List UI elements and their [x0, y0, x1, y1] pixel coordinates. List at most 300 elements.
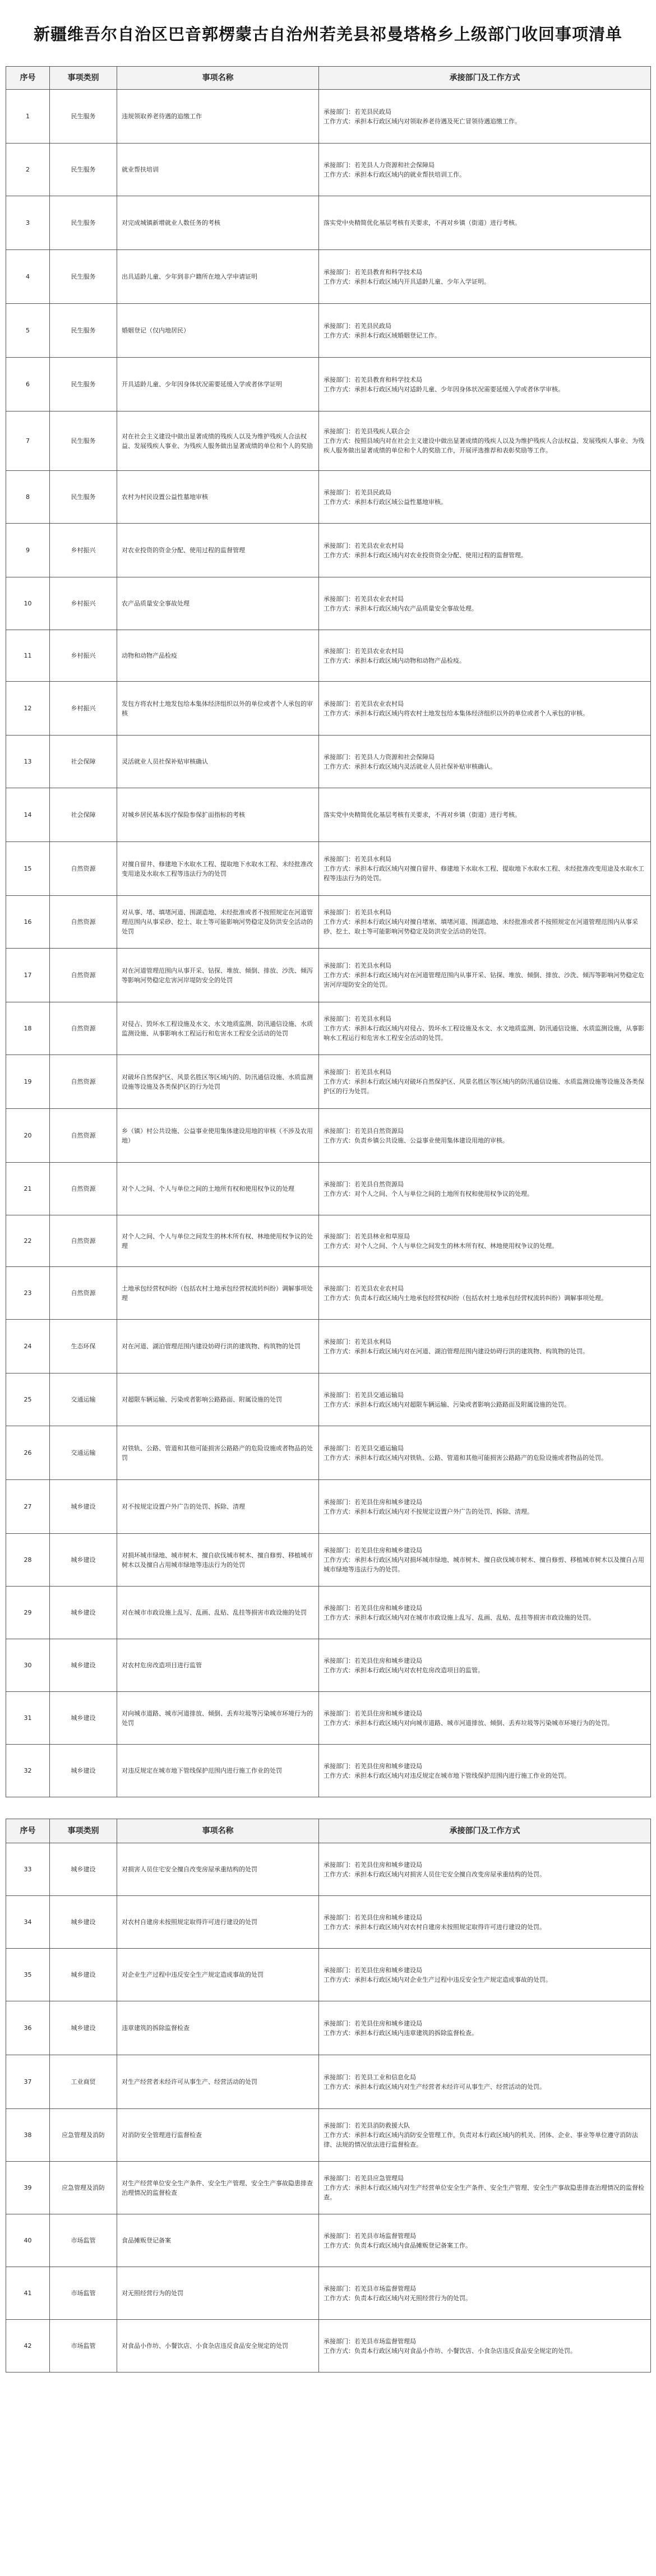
row-department	[319, 1896, 651, 1949]
row-item-name: 对城乡居民基本医疗保险参保扩面指标的考核	[117, 788, 319, 842]
department-line: 工作方式：承担本行政区域内对超限车辆运输、污染或者影响公路路面及附属设施的处罚。	[324, 1400, 570, 1408]
table-row	[6, 1109, 651, 1163]
table-row	[6, 1587, 651, 1639]
department-line: 工作方式：承担本行政区域内对农村危房改造项目的监管。	[324, 1666, 484, 1674]
department-line: 工作方式：承担本行政区域内的就业帮扶培训工作。	[324, 170, 465, 178]
row-item-name: 对违反规定在城市地下管线保护范围内进行施工作业的处罚	[117, 1745, 319, 1797]
row-category: 市场监管	[50, 2267, 117, 2320]
row-number: 30	[6, 1639, 50, 1692]
table-row	[6, 896, 651, 949]
row-department	[319, 896, 651, 949]
row-department	[319, 842, 651, 896]
row-category: 社会保障	[50, 788, 117, 842]
row-department	[319, 2109, 651, 2162]
table-header-row	[6, 67, 651, 90]
row-department	[319, 577, 651, 630]
row-department	[319, 1639, 651, 1692]
row-number: 29	[6, 1587, 50, 1639]
department-line: 落实党中央精简优化基层考核有关要求，不再对乡镇（街道）进行考核。	[324, 219, 521, 226]
row-item-name: 违规领取养老待遇的追缴工作	[117, 90, 319, 144]
row-number: 19	[6, 1055, 50, 1109]
row-number: 8	[6, 471, 50, 524]
table-row	[6, 1002, 651, 1055]
page-break	[6, 1797, 651, 1819]
row-category: 自然资源	[50, 1109, 117, 1163]
page-break-gap	[6, 1797, 651, 1819]
row-number: 20	[6, 1109, 50, 1163]
row-item-name: 对铁轨、公路、管道和其他可能损害公路路产的危险设施或者物品的处罚	[117, 1426, 319, 1480]
table-row	[6, 411, 651, 471]
department-line: 工作方式：承担本行政区域内消防安全管理工作，负责对本行政区域内的机关、团体、企业、事业等单位遵守消防法律、法规的情况依法进行监督检查。	[324, 2131, 638, 2148]
department-line: 工作方式：承担本行政区域公益性墓地审核。	[324, 498, 447, 506]
row-category: 城乡建设	[50, 1843, 117, 1896]
department-line: 承接部门：若羌县人力资源和社会保障局	[324, 161, 435, 169]
row-department	[319, 2162, 651, 2214]
department-line: 承接部门：若羌县交通运输局	[324, 1444, 404, 1452]
row-category: 生态环保	[50, 1320, 117, 1373]
department-line: 承接部门：若羌县水利局	[324, 855, 391, 863]
department-line: 工作方式：负责本行政区域内食品摊贩登记备案工作。	[324, 2241, 472, 2249]
row-category: 自然资源	[50, 896, 117, 949]
table-header-row	[6, 1819, 651, 1843]
department-line: 工作方式：承担本行政区域内对农村自建房未按照规定取得许可进行建设的处罚。	[324, 1923, 546, 1931]
row-department	[319, 1215, 651, 1267]
row-number: 21	[6, 1163, 50, 1215]
row-number: 10	[6, 577, 50, 630]
table-row	[6, 1055, 651, 1109]
row-number: 14	[6, 788, 50, 842]
department-line: 承接部门：若羌县工业和信息化局	[324, 2073, 416, 2081]
department-line: 承接部门：若羌县水利局	[324, 1015, 391, 1023]
row-item-name: 对向城市道路、城市河道排放、倾倒、丢弃垃圾等污染城市环境行为的处罚	[117, 1692, 319, 1745]
row-number: 17	[6, 949, 50, 1002]
row-number: 7	[6, 411, 50, 471]
row-department	[319, 1426, 651, 1480]
row-department	[319, 1587, 651, 1639]
row-category: 城乡建设	[50, 2001, 117, 2055]
header-department: 承接部门及工作方式	[319, 67, 651, 90]
row-department	[319, 1745, 651, 1797]
row-number: 22	[6, 1215, 50, 1267]
row-category: 自然资源	[50, 842, 117, 896]
department-line: 承接部门：若羌县应急管理局	[324, 2175, 404, 2182]
department-line: 工作方式：承担本行政区域内对生产经营单位安全生产条件、安全生产管理、安全生产事故隐患排查治理情况的监督检查。	[324, 2184, 644, 2201]
row-item-name: 对损害人员住宅安全擅自改变房屋承重结构的处罚	[117, 1843, 319, 1896]
row-category: 城乡建设	[50, 1692, 117, 1745]
row-department	[319, 471, 651, 524]
department-line: 承接部门：若羌县消防救援大队	[324, 2122, 410, 2129]
department-line: 工作方式：承担本行政区域内开具适龄儿童、少年入学证明。	[324, 278, 490, 285]
row-department	[319, 1480, 651, 1534]
row-category: 民生服务	[50, 144, 117, 196]
row-item-name: 对食品小作坊、小餐饮店、小食杂店违反食品安全规定的处罚	[117, 2320, 319, 2372]
table-row	[6, 1426, 651, 1480]
row-department	[319, 411, 651, 471]
row-category: 民生服务	[50, 196, 117, 250]
row-number: 9	[6, 524, 50, 577]
header-no: 序号	[6, 1819, 50, 1843]
department-line: 工作方式：承担本行政区域内灵活就业人员社保补贴审核确认。	[324, 762, 496, 770]
row-number: 2	[6, 144, 50, 196]
department-line: 承接部门：若羌县住房和城乡建设局	[324, 1604, 422, 1612]
row-item-name: 对生产经营单位安全生产条件、安全生产管理、安全生产事故隐患排查治理情况的监督检查	[117, 2162, 319, 2214]
department-line: 工作方式：承担本行政区域内农产品质量安全事故处理。	[324, 604, 478, 612]
row-department	[319, 1267, 651, 1320]
row-item-name: 对损坏城市绿地、城市树木、擅自砍伐城市树木、擅自修剪、移植城市树木以及擅自占用城市绿地等违法行为的处罚	[117, 1534, 319, 1587]
header-category: 事项类别	[50, 1819, 117, 1843]
row-department	[319, 682, 651, 736]
table-row	[6, 2001, 651, 2055]
department-line: 承接部门：若羌县水利局	[324, 1338, 391, 1345]
row-item-name: 对完成城镇新增就业人数任务的考核	[117, 196, 319, 250]
department-line: 工作方式：承担本行政区域内对违反规定在城市地下管线保护范围内进行施工作业的处罚。	[324, 1772, 570, 1779]
row-item-name: 开具适龄儿童、少年因身体状况需要延缓入学或者休学证明	[117, 358, 319, 411]
table-row	[6, 1949, 651, 2001]
row-department	[319, 1843, 651, 1896]
row-number: 28	[6, 1534, 50, 1587]
row-category: 城乡建设	[50, 1745, 117, 1797]
table-row	[6, 1163, 651, 1215]
row-department	[319, 630, 651, 682]
table-row	[6, 577, 651, 630]
department-line: 承接部门：若羌县林业和草原局	[324, 1232, 410, 1240]
row-category: 乡村振兴	[50, 630, 117, 682]
department-line: 承接部门：若羌县住房和城乡建设局	[324, 1657, 422, 1664]
row-department	[319, 949, 651, 1002]
row-number: 36	[6, 2001, 50, 2055]
department-line: 工作方式：负责本行政区域内对食品小作坊、小餐饮店、小食杂店违反食品安全规定的处罚。	[324, 2347, 576, 2355]
row-item-name: 灵活就业人员社保补贴审核确认	[117, 736, 319, 788]
row-department	[319, 524, 651, 577]
header-item-name: 事项名称	[117, 1819, 319, 1843]
department-line: 承接部门：若羌县住房和城乡建设局	[324, 1498, 422, 1506]
department-line: 工作方式：负责乡镇公共设施、公益事业使用集体建设用地的审核。	[324, 1136, 509, 1144]
row-category: 自然资源	[50, 1055, 117, 1109]
table-row	[6, 1843, 651, 1896]
department-line: 工作方式：承担本行政区域内对在河道、湖泊管理范围内建设妨碍行洪的建筑物、构筑物的处罚。	[324, 1347, 589, 1355]
row-item-name: 对从事、堵、填堵河道、围湖造地、未经批准或者不按照规定在河道管理范围内从事采砂、挖土、取土等可能影响河势稳定及防洪安全活动的处罚	[117, 896, 319, 949]
row-category: 城乡建设	[50, 1949, 117, 2001]
row-department	[319, 1002, 651, 1055]
row-department	[319, 1949, 651, 2001]
department-line: 工作方式：承担本行政区域内违章建筑的拆除监督检查。	[324, 2029, 478, 2037]
table-row	[6, 524, 651, 577]
department-line: 承接部门：若羌县自然资源局	[324, 1180, 404, 1188]
row-category: 交通运输	[50, 1373, 117, 1426]
row-item-name: 动物和动物产品检疫	[117, 630, 319, 682]
row-number: 35	[6, 1949, 50, 2001]
page-title: 新疆维吾尔自治区巴音郭楞蒙古自治州若羌县祁曼塔格乡上级部门收回事项清单	[33, 24, 622, 44]
table-row	[6, 736, 651, 788]
row-number: 15	[6, 842, 50, 896]
department-line: 承接部门：若羌县农业农村局	[324, 595, 404, 603]
table-row	[6, 788, 651, 842]
table-row	[6, 471, 651, 524]
row-category: 工业商贸	[50, 2055, 117, 2109]
table-row	[6, 358, 651, 411]
row-department	[319, 2214, 651, 2267]
table-row	[6, 1534, 651, 1587]
department-line: 工作方式：承担本行政区域内动物和动物产品检疫。	[324, 656, 465, 664]
row-number: 38	[6, 2109, 50, 2162]
row-department	[319, 788, 651, 842]
table-row	[6, 842, 651, 896]
row-department	[319, 358, 651, 411]
department-line: 工作方式：承担本行政区域内对擅自堵塞、填堵河道、围湖造地、未经批准或者不按照规定在河道管理范围内从事采砂、挖土、取土等可能影响河势稳定及防洪安全活动的处罚。	[324, 918, 638, 935]
department-line: 承接部门：若羌县农业农村局	[324, 647, 404, 655]
department-line: 承接部门：若羌县住房和城乡建设局	[324, 1547, 422, 1554]
department-line: 承接部门：若羌县水利局	[324, 909, 391, 916]
row-number: 11	[6, 630, 50, 682]
department-line: 承接部门：若羌县教育和科学技术局	[324, 376, 422, 383]
row-department	[319, 1373, 651, 1426]
row-item-name: 违章建筑的拆除监督检查	[117, 2001, 319, 2055]
table-row	[6, 1639, 651, 1692]
row-number: 12	[6, 682, 50, 736]
row-number: 34	[6, 1896, 50, 1949]
department-line: 承接部门：若羌县农业农村局	[324, 700, 404, 707]
row-category: 城乡建设	[50, 1534, 117, 1587]
row-item-name: 对生产经营者未经许可从事生产、经营活动的处罚	[117, 2055, 319, 2109]
row-department	[319, 2001, 651, 2055]
department-line: 工作方式：承担本行政区域内对破坏自然保护区、风景名胜区等区域内的防汛通信设施、水质监测设施等设施及各类保护区的行为处罚。	[324, 1078, 644, 1095]
row-department	[319, 304, 651, 358]
row-department	[319, 736, 651, 788]
row-number: 16	[6, 896, 50, 949]
row-category: 民生服务	[50, 250, 117, 304]
department-line: 承接部门：若羌县市场监督管理局	[324, 2337, 416, 2345]
row-department	[319, 144, 651, 196]
row-department	[319, 1692, 651, 1745]
row-category: 城乡建设	[50, 1896, 117, 1949]
row-category: 民生服务	[50, 90, 117, 144]
row-category: 城乡建设	[50, 1587, 117, 1639]
row-number: 33	[6, 1843, 50, 1896]
row-category: 自然资源	[50, 1163, 117, 1215]
row-number: 32	[6, 1745, 50, 1797]
department-line: 承接部门：若羌县住房和城乡建设局	[324, 1966, 422, 1974]
department-line: 工作方式：承担本行政区域内对农业投资资金分配、使用过程的监督管理。	[324, 551, 527, 559]
row-number: 3	[6, 196, 50, 250]
items-table-body	[6, 67, 651, 2372]
department-line: 承接部门：若羌县住房和城乡建设局	[324, 2019, 422, 2027]
row-item-name: 土地承包经营权纠纷（包括农村土地承包经营权流转纠纷）调解事项处理	[117, 1267, 319, 1320]
row-item-name: 对擅自留井、修建地下水取水工程、提取地下水取水工程、未经批准改变用途及水取水工程等违法行为的处罚	[117, 842, 319, 896]
row-category: 应急管理及消防	[50, 2162, 117, 2214]
department-line: 承接部门：若羌县民政局	[324, 322, 391, 330]
row-department	[319, 90, 651, 144]
row-item-name: 对企业生产过程中违反安全生产规定造成事故的处罚	[117, 1949, 319, 2001]
row-department	[319, 1055, 651, 1109]
row-category: 自然资源	[50, 1267, 117, 1320]
row-number: 5	[6, 304, 50, 358]
row-category: 自然资源	[50, 1215, 117, 1267]
department-line: 承接部门：若羌县市场监督管理局	[324, 2232, 416, 2240]
department-line: 承接部门：若羌县住房和城乡建设局	[324, 1913, 422, 1921]
table-row	[6, 630, 651, 682]
row-department	[319, 2055, 651, 2109]
row-item-name: 对不按规定设置户外广告的处罚、拆除、清理	[117, 1480, 319, 1534]
row-category: 城乡建设	[50, 1639, 117, 1692]
row-number: 25	[6, 1373, 50, 1426]
department-line: 工作方式：承担本行政区域内对擅自留井、修建地下水取水工程、提取地下水取水工程、未经批准改变用途及水取水工程等违法行为的处罚。	[324, 865, 644, 882]
row-number: 40	[6, 2214, 50, 2267]
department-line: 工作方式：承担本行政区域内对适龄儿童、少年因身体状况需要延缓入学或者休学审核。	[324, 385, 564, 393]
items-table	[6, 66, 651, 2372]
row-number: 31	[6, 1692, 50, 1745]
table-row	[6, 2109, 651, 2162]
table-row	[6, 1745, 651, 1797]
header-no: 序号	[6, 67, 50, 90]
row-item-name: 就业帮扶培训	[117, 144, 319, 196]
department-line: 承接部门：若羌县水利局	[324, 1069, 391, 1076]
department-line: 承接部门：若羌县自然资源局	[324, 1127, 404, 1135]
table-row	[6, 1267, 651, 1320]
row-department	[319, 1163, 651, 1215]
row-item-name: 对个人之间、个人与单位之间发生的林木所有权、林地使用权争议的处理	[117, 1215, 319, 1267]
table-row	[6, 1320, 651, 1373]
department-line: 承接部门：若羌县教育和科学技术局	[324, 268, 422, 276]
department-line: 工作方式：负责本行政区域内对无照经营行为的处罚。	[324, 2294, 472, 2302]
department-line: 工作方式：负责本行政区域内土地承包经营权纠纷（包括农村土地承包经营权流转纠纷）调解事项处理。	[324, 1294, 607, 1302]
row-item-name: 出具适龄儿童、少年到非户籍所在地入学申请证明	[117, 250, 319, 304]
table-row	[6, 1692, 651, 1745]
table-row	[6, 1480, 651, 1534]
row-number: 24	[6, 1320, 50, 1373]
row-item-name: 对破坏自然保护区、风景名胜区等区域内的、防汛通信设施、水质监测设施等设施及各类保护区的行为处罚	[117, 1055, 319, 1109]
table-row	[6, 2267, 651, 2320]
row-item-name: 对在城市市政设施上乱写、乱画、乱贴、乱挂等损害市政设施的处罚	[117, 1587, 319, 1639]
department-line: 工作方式：按照县域内对在社会主义建设中做出显著成绩的残疾人以及为维护残疾人合法权益、发展残疾人事业、为残疾人服务做出显著成绩的单位和个人的奖励工作，开展评选推荐和表彰奖励等工作。	[324, 437, 644, 454]
table-row	[6, 250, 651, 304]
row-category: 民生服务	[50, 411, 117, 471]
row-item-name: 农村为村民设置公益性墓地审核	[117, 471, 319, 524]
table-row	[6, 2214, 651, 2267]
table-row	[6, 2162, 651, 2214]
department-line: 工作方式：承担本行政区域内对在城市市政设施上乱写、乱画、乱贴、乱挂等损害市政设施的处罚。	[324, 1613, 595, 1621]
department-line: 工作方式：承担本行政区域内对损坏城市绿地、城市树木、擅自砍伐城市树木、擅自修剪、移植城市树木以及擅自占用城市绿地等违法行为的处罚。	[324, 1556, 644, 1573]
row-number: 37	[6, 2055, 50, 2109]
row-category: 城乡建设	[50, 1480, 117, 1534]
department-line: 承接部门：若羌县水利局	[324, 962, 391, 969]
row-item-name: 乡（镇）村公共设施、公益事业使用集体建设用地的审核（不涉及农用地）	[117, 1109, 319, 1163]
header-item-name: 事项名称	[117, 67, 319, 90]
row-item-name: 对消防安全管理进行监督检查	[117, 2109, 319, 2162]
table-row	[6, 2055, 651, 2109]
department-line: 工作方式：承担本行政区域内对向城市道路、城市河道排放、倾倒、丢弃垃圾等污染城市环境行为的处罚。	[324, 1719, 613, 1727]
row-item-name: 食品摊贩登记备案	[117, 2214, 319, 2267]
department-line: 工作方式：承担本行政区域内对企业生产过程中违反安全生产规定造成事故的处罚。	[324, 1976, 552, 1983]
row-department	[319, 196, 651, 250]
row-department	[319, 2320, 651, 2372]
row-number: 39	[6, 2162, 50, 2214]
department-line: 承接部门：若羌县住房和城乡建设局	[324, 1709, 422, 1717]
row-category: 应急管理及消防	[50, 2109, 117, 2162]
department-line: 承接部门：若羌县交通运输局	[324, 1391, 404, 1399]
row-category: 自然资源	[50, 1002, 117, 1055]
row-category: 乡村振兴	[50, 682, 117, 736]
table-row	[6, 1215, 651, 1267]
table-row	[6, 2320, 651, 2372]
row-number: 27	[6, 1480, 50, 1534]
row-category: 社会保障	[50, 736, 117, 788]
row-item-name: 对在河道管理范围内从事开采、钻探、堆放、倾倒、排放、沙洗、倾泻等影响河势稳定危害河岸堤防安全的处罚	[117, 949, 319, 1002]
row-item-name: 对个人之间、个人与单位之间的土地所有权和使用权争议的处理	[117, 1163, 319, 1215]
department-line: 承接部门：若羌县住房和城乡建设局	[324, 1762, 422, 1770]
department-line: 工作方式：承担本行政区域内对领取养老待遇及死亡冒领待遇追缴工作。	[324, 117, 521, 125]
header-department: 承接部门及工作方式	[319, 1819, 651, 1843]
row-number: 23	[6, 1267, 50, 1320]
row-number: 18	[6, 1002, 50, 1055]
row-category: 民生服务	[50, 304, 117, 358]
table-row	[6, 304, 651, 358]
department-line: 承接部门：若羌县民政局	[324, 108, 391, 115]
table-row	[6, 196, 651, 250]
row-number: 26	[6, 1426, 50, 1480]
department-line: 工作方式：对个人之间、个人与单位之间的土地所有权和使用权争议的处理。	[324, 1190, 533, 1197]
row-number: 41	[6, 2267, 50, 2320]
row-item-name: 对在社会主义建设中做出显著成绩的残疾人以及为维护残疾人合法权益、发展残疾人事业、为残疾人服务做出显著成绩的单位和个人的奖励	[117, 411, 319, 471]
row-department	[319, 1109, 651, 1163]
row-item-name: 发包方将农村土地发包给本集体经济组织以外的单位或者个人承包的审核	[117, 682, 319, 736]
row-item-name: 对农村自建房未按照规定取得许可进行建设的处罚	[117, 1896, 319, 1949]
table-row	[6, 90, 651, 144]
row-category: 乡村振兴	[50, 577, 117, 630]
department-line: 承接部门：若羌县住房和城乡建设局	[324, 1861, 422, 1869]
row-number: 1	[6, 90, 50, 144]
row-category: 民生服务	[50, 471, 117, 524]
table-row	[6, 1373, 651, 1426]
row-item-name: 对农业投资的资金分配、使用过程的监督管理	[117, 524, 319, 577]
row-category: 乡村振兴	[50, 524, 117, 577]
row-item-name: 婚姻登记（仅内地居民）	[117, 304, 319, 358]
department-line: 工作方式：承担本行政区域内对侵占、毁坏水工程设施及水文、水文地质监测、防汛通信设施、水质监测设施，从事影响水工程运行和危害水工程安全活动的处罚。	[324, 1025, 644, 1042]
row-number: 42	[6, 2320, 50, 2372]
row-category: 自然资源	[50, 949, 117, 1002]
table-row	[6, 144, 651, 196]
department-line: 承接部门：若羌县民政局	[324, 488, 391, 496]
row-number: 4	[6, 250, 50, 304]
row-category: 市场监管	[50, 2320, 117, 2372]
department-line: 工作方式：承担本行政区域婚姻登记工作。	[324, 331, 441, 339]
row-item-name: 对农村危房改造项目进行监管	[117, 1639, 319, 1692]
department-line: 工作方式：承担本行政区域内对损害人员住宅安全擅自改变房屋承重结构的处罚。	[324, 1870, 546, 1878]
row-department	[319, 250, 651, 304]
row-item-name: 对超限车辆运输、污染或者影响公路路面、附属设施的处罚	[117, 1373, 319, 1426]
row-category: 市场监管	[50, 2214, 117, 2267]
table-row	[6, 949, 651, 1002]
department-line: 工作方式：承担本行政区域内对不按规定设置户外广告的处罚、拆除、清理。	[324, 1507, 533, 1515]
table-row	[6, 1896, 651, 1949]
row-item-name: 农产品质量安全事故处理	[117, 577, 319, 630]
row-item-name: 对侵占、毁坏水工程设施及水文、水文地质监测、防汛通信设施、水质监测设施、从事影响水工程运行和危害水工程安全活动的处罚	[117, 1002, 319, 1055]
department-line: 工作方式：承担本行政区域内对生产经营者未经许可从事生产、经营活动的处罚。	[324, 2083, 546, 2091]
department-line: 工作方式：承担本行政区域内对铁轨、公路、管道和其他可能损害公路路产的危险设施或者物品的处罚。	[324, 1454, 607, 1462]
row-department	[319, 2267, 651, 2320]
department-line: 承接部门：若羌县人力资源和社会保障局	[324, 753, 435, 761]
row-number: 6	[6, 358, 50, 411]
row-category: 交通运输	[50, 1426, 117, 1480]
department-line: 承接部门：若羌县市场监督管理局	[324, 2284, 416, 2292]
department-line: 工作方式：对个人之间、个人与单位之间发生的林木所有权、林地使用权争议的处理。	[324, 1242, 558, 1250]
row-item-name: 对无照经营行为的处罚	[117, 2267, 319, 2320]
header-category: 事项类别	[50, 67, 117, 90]
row-item-name: 对在河道、湖泊管理范围内建设妨碍行洪的建筑物、构筑物的处罚	[117, 1320, 319, 1373]
row-number: 13	[6, 736, 50, 788]
department-line: 工作方式：承担本行政区域内对在河道管理范围内从事开采、钻探、堆放、倾倒、排放、沙洗、倾泻等影响河势稳定危害河岸堤防安全的处罚。	[324, 972, 644, 988]
row-department	[319, 1320, 651, 1373]
department-line: 承接部门：若羌县残疾人联合会	[324, 428, 410, 435]
